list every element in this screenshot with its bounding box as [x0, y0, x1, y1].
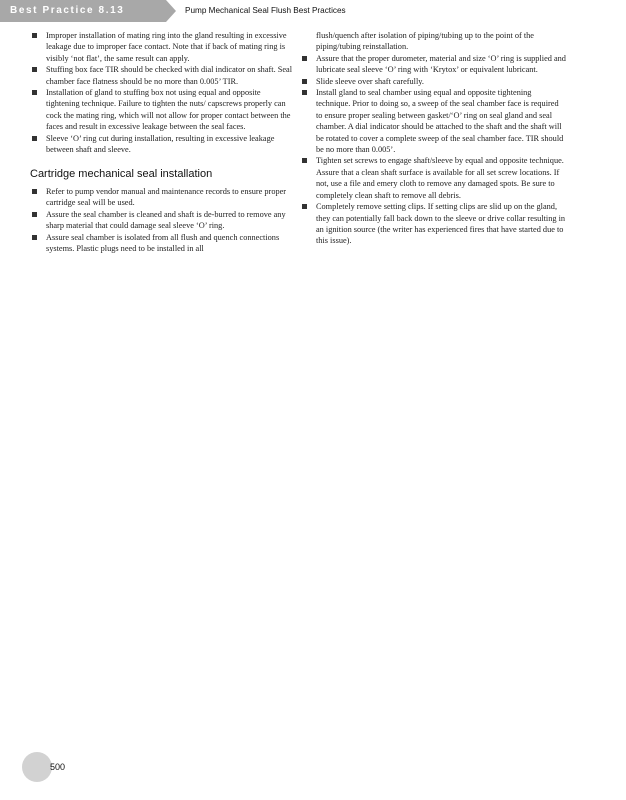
continued-text: flush/quench after isolation of piping/tubing up to the point of the piping/tubing reinstallation.: [316, 31, 534, 52]
list-item: Slide sleeve over shaft carefully.: [300, 76, 566, 87]
square-bullet-icon: [32, 33, 37, 38]
running-title: Pump Mechanical Seal Flush Best Practices: [185, 6, 346, 15]
list-item: Assure that the proper durometer, material and size ‘O’ ring is supplied and lubricate seal sleeve ‘O’ ring with ‘Krytox’ or equivalent lubricant.: [300, 53, 566, 76]
right-column: [300, 30, 566, 247]
bullet-list-top: [30, 30, 294, 155]
list-item: Tighten set screws to engage shaft/sleeve by equal and opposite technique. Assure that a clean shaft surface is available for all set screw locations. If not, use a file and emery cloth to remove any damaged spots. Be sure to completely clean shaft to remove all debris.: [300, 155, 566, 201]
list-item: Improper installation of mating ring into the gland resulting in excessive leakage due to improper face contact. Note that if back of mating ring is visibly ‘not flat’, the same result can apply.: [30, 30, 294, 64]
bullet-list-bottom: [30, 186, 294, 254]
section-heading: Cartridge mechanical seal installation: [30, 168, 213, 181]
square-bullet-icon: [32, 212, 37, 217]
square-bullet-icon: [32, 67, 37, 72]
list-item: Assure the seal chamber is cleaned and shaft is de-burred to remove any sharp material that could damage seal sleeve ‘O’ ring.: [30, 209, 294, 232]
square-bullet-icon: [302, 90, 307, 95]
square-bullet-icon: [302, 204, 307, 209]
square-bullet-icon: [32, 235, 37, 240]
page-header: [0, 0, 626, 22]
list-item: Refer to pump vendor manual and maintenance records to ensure proper cartridge seal will be used.: [30, 186, 294, 209]
list-item: Installation of gland to stuffing box not using equal and opposite tightening technique. Failure to tighten the nuts/ capscrews properly can cock the mating ring, which will not allow for proper contact between the faces and result in excessive leakage between the seal faces.: [30, 87, 294, 133]
list-item: Stuffing box face TIR should be checked with dial indicator on shaft. Seal chamber face flatness should be no more than 0.005’ TIR.: [30, 64, 294, 87]
section-label: Best Practice 8.13: [0, 0, 166, 22]
page-number: 500: [50, 762, 66, 772]
list-item: Sleeve ‘O’ ring cut during installation, resulting in excessive leakage between shaft and sleeve.: [30, 133, 294, 156]
list-item: Install gland to seal chamber using equal and opposite tightening technique. Prior to doing so, a sweep of the seal chamber face is required to ensure proper sealing between gasket/‘O’ ring on seal gland and seal chamber. A dial indicator should be attached to the shaft and the shaft will be rotated to cover a complete sweep of the seal chamber face. TIR should be no more than 0.005’.: [300, 87, 566, 155]
square-bullet-icon: [32, 189, 37, 194]
square-bullet-icon: [302, 158, 307, 163]
square-bullet-icon: [32, 136, 37, 141]
list-item: Completely remove setting clips. If setting clips are slid up on the gland, they can potentially fall back down to the sleeve or drive collar resulting in an ignition source (the writer has experienced fires that have started due to this issue).: [300, 201, 566, 247]
square-bullet-icon: [302, 56, 307, 61]
page-number-circle: [22, 752, 52, 782]
list-item: Assure seal chamber is isolated from all flush and quench connections systems. Plastic plugs need to be installed in all: [30, 232, 294, 255]
left-column: [30, 30, 294, 254]
square-bullet-icon: [32, 90, 37, 95]
square-bullet-icon: [302, 79, 307, 84]
bullet-list-right: [300, 53, 566, 247]
